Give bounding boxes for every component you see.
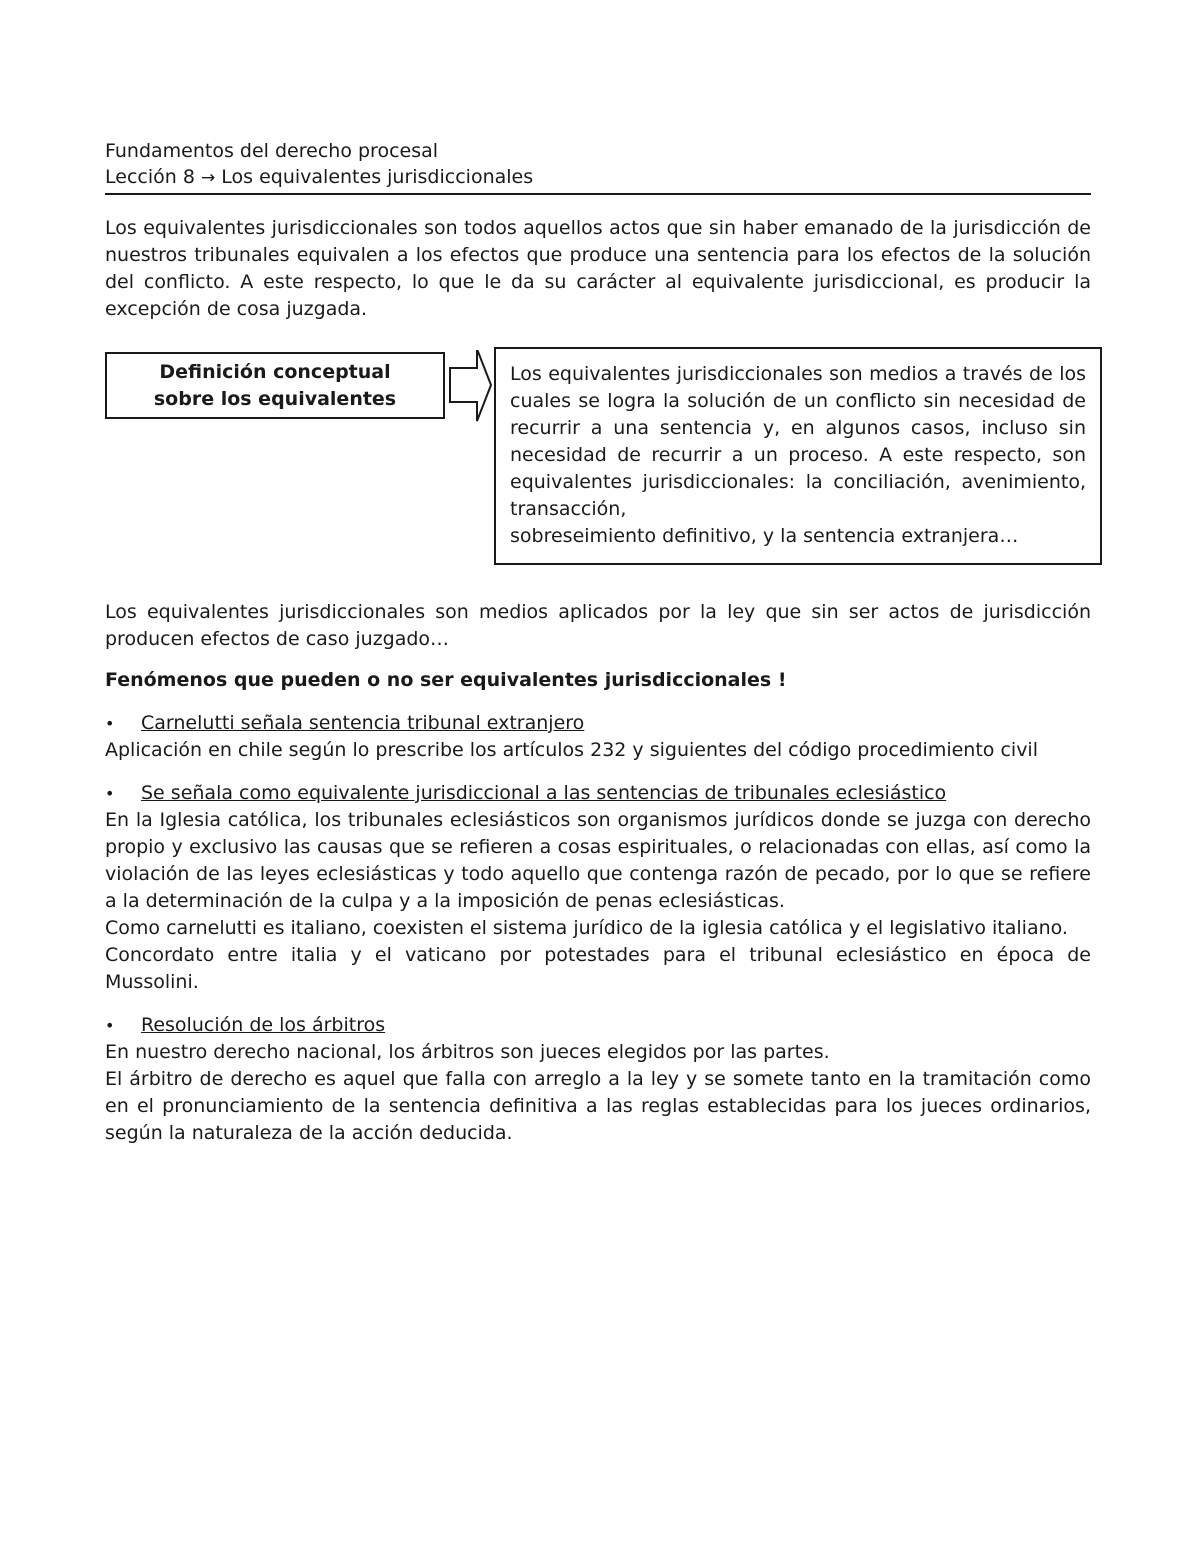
item-paragraph: El árbitro de derecho es aquel que falla con arreglo a la ley y se somete tanto en la tramitación como en el pronunciamiento de la sentencia definitiva a las reglas establecidas para los jueces ordinarios, según la naturaleza de la acción deducida. — [105, 1068, 1091, 1144]
equivalents-paragraph: Los equivalentes jurisdiccionales son medios aplicados por la ley que sin ser actos de jurisdicción producen efectos de caso juzgado… — [105, 601, 1091, 650]
definition-diagram — [105, 347, 1091, 565]
bullet-icon: • — [105, 784, 115, 803]
document-page — [105, 138, 1091, 1147]
bullet-icon: • — [105, 1016, 115, 1035]
lesson-title — [105, 164, 1091, 195]
bullet-icon: • — [105, 714, 115, 733]
list-item-arbitrators — [105, 1012, 1091, 1039]
list-item-title: Carnelutti señala sentencia tribunal extranjero — [141, 712, 585, 734]
item-paragraph: En nuestro derecho nacional, los árbitros son jueces elegidos por las partes. — [105, 1041, 830, 1063]
definition-label-line2: sobre los equivalentes — [153, 387, 397, 410]
definition-description-box — [494, 347, 1102, 565]
course-title: Fundamentos del derecho procesal — [105, 140, 439, 162]
list-item-title: Se señala como equivalente jurisdiccional a las sentencias de tribunales eclesiástico — [141, 782, 947, 804]
list-item-ecclesiastical — [105, 780, 1091, 807]
definition-description-last-line: sobreseimiento definitivo, y la sentencia extranjera… — [510, 525, 1019, 547]
lesson-number: Lección 8 — [105, 166, 195, 188]
item-paragraph: Aplicación en chile según lo prescribe los artículos 232 y siguientes del código procedimiento civil — [105, 739, 1038, 761]
intro-paragraph: Los equivalentes jurisdiccionales son todos aquellos actos que sin haber emanado de la jurisdicción de nuestros tribunales equivalen a los efectos que produce una sentencia para los efectos de la solución del conflicto. A este respecto, lo que le da su carácter al equivalente jurisdiccional, es producir la excepción de cosa juzgada. — [105, 217, 1091, 320]
definition-label-line1: Definición conceptual — [159, 360, 391, 383]
list-item-title: Resolución de los árbitros — [141, 1014, 386, 1036]
item-paragraph: En la Iglesia católica, los tribunales eclesiásticos son organismos jurídicos donde se juzga con derecho propio y exclusivo las causas que se refieren a cosas espirituales, o relacionadas con ellas, así como la violación de las leyes eclesiásticas y todo aquello que contenga razón de pecado, por lo que se refiere a la determinación de la culpa y a la imposición de penas eclesiásticas. — [105, 809, 1091, 912]
section-heading: Fenómenos que pueden o no ser equivalentes jurisdiccionales ! — [105, 669, 787, 691]
list-item-foreign-judgment — [105, 710, 1091, 737]
item-paragraph: Concordato entre italia y el vaticano por potestades para el tribunal eclesiástico en época de Mussolini. — [105, 944, 1091, 993]
lesson-name: Los equivalentes jurisdiccionales — [221, 166, 534, 188]
block-arrow-right-icon — [449, 350, 493, 424]
arrow-right-icon: → — [200, 168, 216, 188]
definition-label-box — [105, 352, 445, 419]
item-paragraph: Como carnelutti es italiano, coexisten el sistema jurídico de la iglesia católica y el legislativo italiano. — [105, 917, 1068, 939]
definition-description: Los equivalentes jurisdiccionales son medios a través de los cuales se logra la solución de un conflicto sin necesidad de recurrir a una sentencia y, en algunos casos, incluso sin necesidad de recurrir a un proceso. A este respecto, son equivalentes jurisdiccionales: la conciliación, avenimiento, transacción, — [510, 363, 1086, 520]
